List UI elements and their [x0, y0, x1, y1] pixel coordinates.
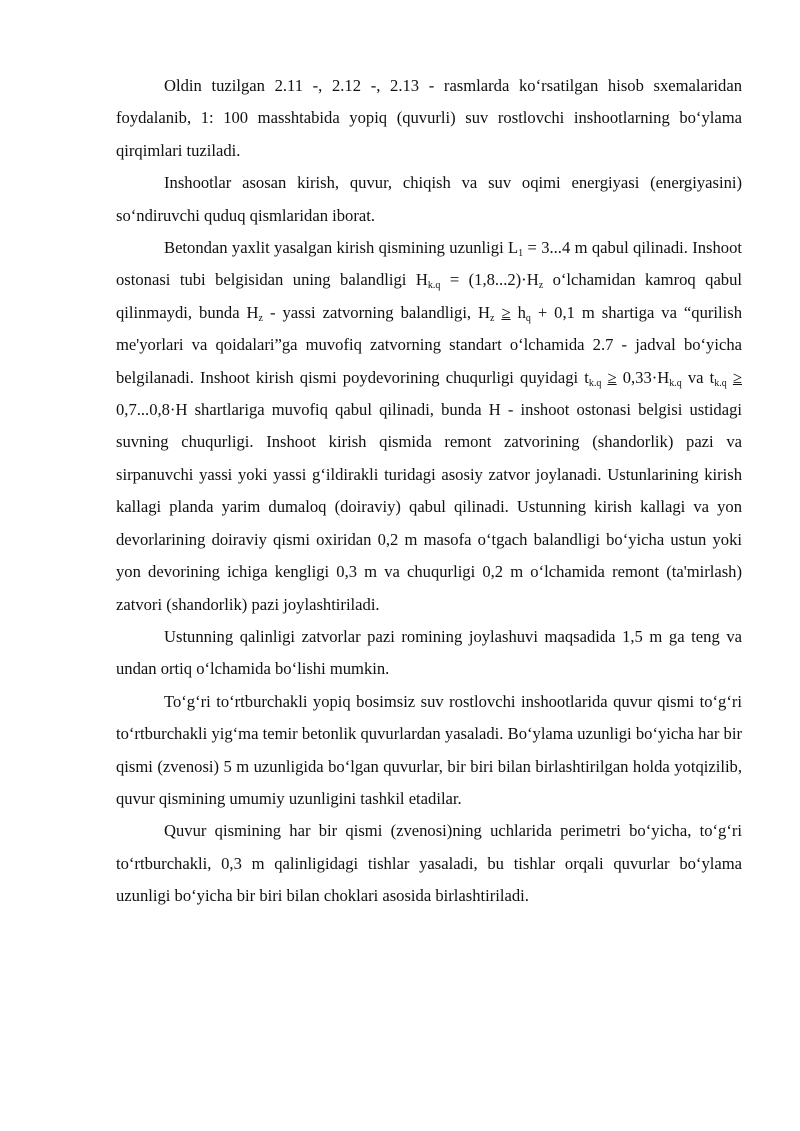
paragraph-6	[116, 815, 742, 912]
text-run: Oldin tuzilgan 2.11 -, 2.12 -, 2.13 - rasmlarda ko‘rsatilgan hisob sxemalaridan foydalanib, 1: 100 masshtabida yopiq (quvurli) suv rostlovchi inshootlarning bo‘ylama qirqimlari tuziladi.	[116, 76, 742, 160]
greater-equal-sign: ≥	[501, 302, 511, 322]
subscript: 1	[518, 248, 524, 260]
paragraph-1	[116, 70, 742, 167]
text-run: = (1,8...2)·H	[440, 270, 539, 290]
text-run: - yassi zatvorning balandligi, H	[263, 302, 491, 322]
text-run: Ustunning qalinligi zatvorlar pazi romining joylashuvi maqsadida 1,5 m ga teng va undan ortiq o‘lchamida bo‘lishi mumkin.	[116, 626, 742, 679]
subscript: k.q	[427, 280, 441, 292]
greater-equal-sign: ≥	[607, 367, 617, 387]
subscript: z	[490, 312, 495, 324]
subscript: k.q	[588, 377, 602, 389]
subscript: z	[538, 280, 544, 292]
subscript: q	[525, 312, 531, 324]
subscript: k.q	[714, 377, 727, 389]
text-run: va t	[681, 367, 715, 387]
greater-equal-sign: ≥	[732, 367, 742, 387]
text-run: = 3...4 m qabul qilinadi. Inshoot ostonasi tubi belgisidan uning balandligi H	[116, 238, 742, 290]
paragraph-4	[116, 621, 742, 686]
text-run: Inshootlar asosan kirish, quvur, chiqish va suv oqimi energiyasi (energiyasini) so‘ndiruvchi quduq qismlaridan iborat.	[116, 173, 742, 225]
paragraph-2	[116, 167, 742, 232]
text-run: + 0,1 m shartiga va “qurilish me'yorlari va qoidalari”ga muvofiq zatvorning standart o‘lchamida 2.7 - jadval bo‘yicha belgilanadi. Inshoot kirish qismi poydevorining chuqurligi quyidagi t	[116, 302, 742, 387]
subscript: k.q	[669, 377, 682, 389]
paragraph-5	[116, 686, 742, 816]
text-run: To‘g‘ri to‘rtburchakli yopiq bosimsiz suv rostlovchi inshootlarida quvur qismi to‘g‘ri to‘rtburchakli yig‘ma temir betonlik quvurlardan yasaladi. Bo‘ylama uzunligi bo‘yicha har bir qismi (zvenosi) 5 m uzunligida bo‘lgan quvurlar, bir biri bilan birlashtirilgan holda yotqizilib, quvur qismining umumiy uzunligini tashkil etadilar.	[116, 691, 742, 808]
text-run: o‘lchamidan kamroq qabul qilinmaydi, bunda H	[116, 270, 743, 322]
text-run: h	[510, 302, 526, 322]
paragraph-3	[116, 232, 742, 621]
text-run: Betondan yaxlit yasalgan kirish qismining uzunligi L	[164, 238, 519, 258]
document-page	[116, 70, 742, 913]
text-run: 0,33·H	[616, 367, 670, 387]
text-run: Quvur qismining har bir qismi (zvenosi)ning uchlarida perimetri bo‘yicha, to‘g‘ri to‘rtburchakli, 0,3 m qalinligidagi tishlar yasaladi, bu tishlar orqali quvurlar bo‘ylama uzunligi bo‘yicha bir biri bilan choklari asosida birlashtiriladi.	[116, 821, 742, 906]
text-run: 0,7...0,8·H shartlariga muvofiq qabul qilinadi, bunda H - inshoot ostonasi belgisi ustidagi suvning chuqurligi. Inshoot kirish qismida remont zatvorining (shandorlik) pazi va sirpanuvchi yassi yoki yassi g‘ildirakli turidagi asosiy zatvor joylanadi. Ustunlarining kirish kallagi planda yarim dumaloq (doiraviy) qabul qilinadi. Ustunning kirish kallagi va yon devorlarining doiraviy qismi oxiridan 0,2 m masofa o‘tgach balandligi bo‘yicha ustun yoki yon devorining ichiga kengligi 0,3 m va chuqurligi 0,2 m o‘lchamida remont (ta'mirlash) zatvori (shandorlik) pazi joylashtiriladi.	[116, 400, 742, 614]
subscript: z	[258, 312, 263, 324]
